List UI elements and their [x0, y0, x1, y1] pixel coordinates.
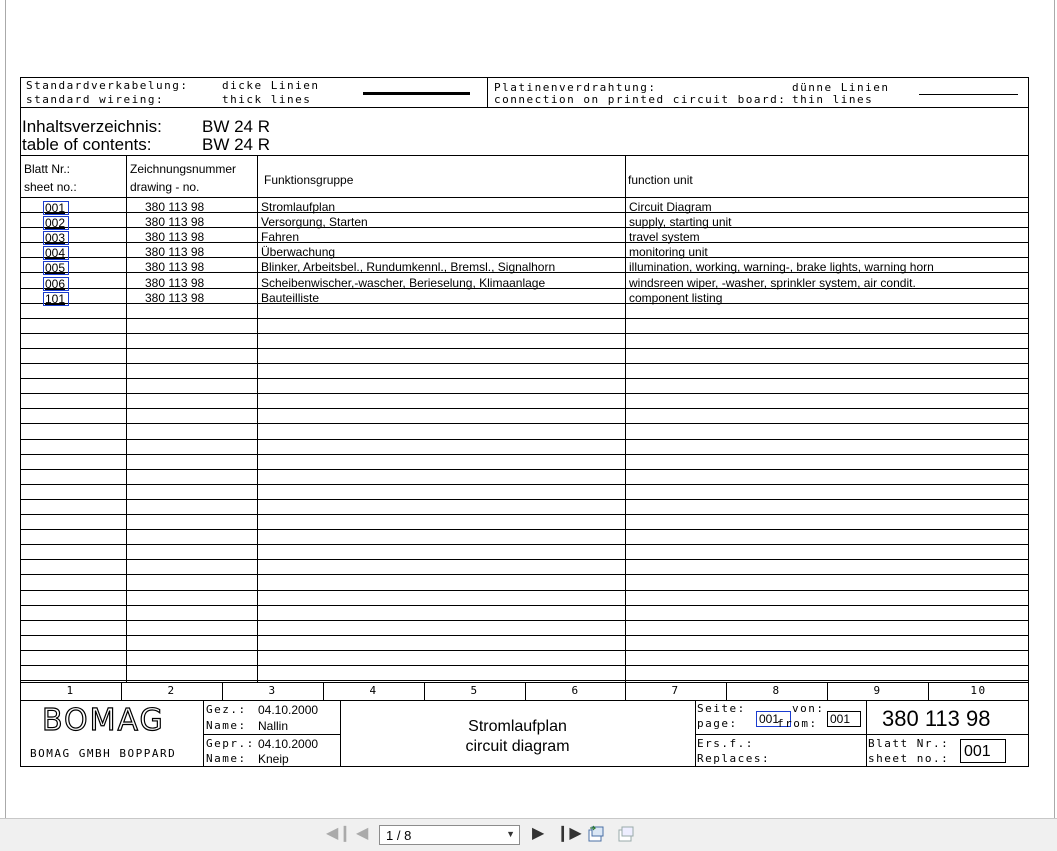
chevron-down-icon: ▼	[506, 829, 515, 839]
table-column-divider	[257, 155, 258, 682]
pdf-toolbar	[0, 818, 1057, 851]
sheet-number-cell: 005	[45, 261, 66, 275]
drawing-number-cell: 380 113 98	[145, 230, 205, 244]
table-row-line	[20, 378, 1029, 379]
table-row-line	[20, 680, 1029, 681]
legend-thick-de: dicke Linien	[222, 79, 320, 92]
ersf-label: Ers.f.:	[697, 737, 754, 750]
header-unit: function unit	[628, 173, 693, 187]
page-indicator: 1 / 8	[386, 828, 412, 843]
table-row-line	[20, 544, 1029, 545]
function-group-cell[interactable]: Überwachung	[261, 245, 336, 259]
drawing-number-cell: 380 113 98	[145, 245, 205, 259]
table-row-line	[20, 620, 1029, 621]
table-row-line	[20, 650, 1029, 651]
header-drawing-de: Zeichnungsnummer	[130, 162, 237, 176]
column-number: 9	[873, 684, 882, 697]
column-number: 3	[268, 684, 277, 697]
next-page-icon[interactable]: ▶	[532, 825, 545, 842]
function-unit-cell[interactable]: Circuit Diagram	[629, 200, 712, 214]
sheet-link[interactable]	[43, 277, 69, 291]
toc-model-1: BW 24 R	[202, 117, 271, 136]
thick-line-sample	[363, 92, 470, 95]
header-sheet-en: sheet no.:	[24, 180, 77, 194]
function-unit-cell[interactable]: component listing	[629, 291, 723, 305]
diagram-title-en: circuit diagram	[465, 738, 570, 755]
table-row-line	[20, 423, 1029, 424]
legend-standard-en: standard wireing:	[26, 93, 165, 106]
name-1: Nallin	[258, 719, 289, 733]
drawing-number-cell: 380 113 98	[145, 276, 205, 290]
column-number: 4	[369, 684, 378, 697]
function-group-cell[interactable]: Versorgung, Starten	[261, 215, 368, 229]
function-unit-cell[interactable]: supply, starting unit	[629, 215, 732, 229]
gez-date: 04.10.2000	[258, 703, 319, 717]
company-name: BOMAG GMBH BOPPARD	[30, 747, 177, 760]
table-row-line	[20, 393, 1029, 394]
document-page	[5, 0, 1055, 819]
name-label-2: Name:	[206, 752, 247, 765]
function-group-cell[interactable]: Stromlaufplan	[261, 200, 336, 214]
gepr-date: 04.10.2000	[258, 737, 319, 751]
page-number: 001	[759, 712, 780, 726]
page-selector[interactable]	[379, 825, 520, 845]
table-row-line	[20, 665, 1029, 666]
toc-title-de: Inhaltsverzeichnis:	[22, 117, 162, 136]
diagram-title-de: Stromlaufplan	[468, 718, 567, 735]
sheet-number: 001	[964, 743, 991, 760]
sheet-link[interactable]	[43, 201, 69, 215]
sheet-number-cell: 101	[45, 292, 66, 306]
sheet-link[interactable]	[43, 246, 69, 260]
function-group-cell[interactable]: Blinker, Arbeitsbel., Rundumkennl., Bremsl., Signalhorn	[261, 260, 556, 274]
header-bottom-line	[20, 197, 1029, 198]
table-row-line	[20, 469, 1029, 470]
table-row-line	[20, 484, 1029, 485]
table-row-line	[20, 439, 1029, 440]
sheet-number-cell: 006	[45, 277, 66, 291]
toc-model-2: BW 24 R	[202, 135, 271, 154]
sheet-link[interactable]	[43, 216, 69, 230]
sheet-number-cell: 003	[45, 231, 66, 245]
function-group-cell[interactable]: Scheibenwischer,-wascher, Berieselung, Klimaanlage	[261, 276, 546, 290]
table-row-line	[20, 333, 1029, 334]
seite-label: Seite:	[697, 702, 746, 715]
column-number: 1	[66, 684, 75, 697]
legend-pcb-de: Platinenverdrahtung:	[494, 81, 657, 94]
first-page-icon[interactable]: ◀❙	[326, 825, 352, 842]
table-row-line	[20, 318, 1029, 319]
von-label: von:	[792, 702, 825, 715]
column-number: 5	[470, 684, 479, 697]
drawing-number-cell: 380 113 98	[145, 291, 205, 305]
function-group-cell[interactable]: Bauteilliste	[261, 291, 320, 305]
toc-title-en: table of contents:	[22, 135, 152, 154]
last-page-icon[interactable]: ❙▶	[556, 825, 582, 842]
table-row-line	[20, 635, 1029, 636]
legend-standard-de: Standardverkabelung:	[26, 79, 189, 92]
sheet-number-cell: 001	[45, 201, 66, 215]
header-drawing-en: drawing - no.	[130, 180, 200, 194]
thin-line-sample	[919, 94, 1018, 95]
bomag-logo: BOMAG	[42, 703, 165, 738]
column-number: 7	[671, 684, 680, 697]
blatt-label: Blatt Nr.:	[868, 737, 950, 750]
legend-thick-en: thick lines	[222, 93, 312, 106]
export-icon[interactable]	[587, 825, 605, 843]
sheet-number-cell: 002	[45, 216, 66, 230]
function-unit-cell[interactable]: illumination, working, warning-, brake lights, warning horn	[629, 260, 934, 274]
gez-label: Gez.:	[206, 703, 247, 716]
drawing-number-cell: 380 113 98	[145, 260, 205, 274]
table-row-line	[20, 363, 1029, 364]
table-column-divider	[126, 155, 127, 682]
previous-page-icon[interactable]: ◀	[356, 825, 369, 842]
table-column-divider	[625, 155, 626, 682]
drawing-number-cell: 380 113 98	[145, 200, 205, 214]
page-label: page:	[697, 717, 738, 730]
table-row-line	[20, 529, 1029, 530]
drawing-number: 380 113 98	[882, 706, 991, 731]
legend-pcb-en: connection on printed circuit board:	[494, 93, 787, 106]
function-unit-cell[interactable]: travel system	[629, 230, 700, 244]
import-icon[interactable]	[617, 825, 635, 843]
column-number: 8	[772, 684, 781, 697]
table-row-line	[20, 574, 1029, 575]
from-number: 001	[830, 712, 851, 726]
function-group-cell[interactable]: Fahren	[261, 230, 300, 244]
table-row-line	[20, 514, 1029, 515]
from-label: from:	[777, 717, 818, 730]
header-sheet-de: Blatt Nr.:	[24, 162, 71, 176]
header-group: Funktionsgruppe	[264, 173, 354, 187]
function-unit-cell[interactable]: monitoring unit	[629, 245, 708, 259]
column-number: 10	[970, 684, 987, 697]
replaces-label: Replaces:	[697, 752, 771, 765]
sheet-link[interactable]	[43, 292, 69, 306]
table-row-line	[20, 348, 1029, 349]
sheet-link[interactable]	[43, 231, 69, 245]
from-number-box	[827, 711, 861, 727]
table-row-line	[20, 605, 1029, 606]
column-number: 2	[167, 684, 176, 697]
sheet-number-box	[960, 739, 1006, 763]
legend-thin-en: thin lines	[792, 93, 874, 106]
table-row-line	[20, 590, 1029, 591]
function-unit-cell[interactable]: windsreen wiper, -washer, sprinkler system, air condit.	[629, 276, 916, 290]
table-row-line	[20, 559, 1029, 560]
sheetno-label: sheet no.:	[868, 752, 950, 765]
drawing-number-cell: 380 113 98	[145, 215, 205, 229]
legend-thin-de: dünne Linien	[792, 81, 890, 94]
name-label-1: Name:	[206, 719, 247, 732]
column-number: 6	[571, 684, 580, 697]
gepr-label: Gepr.:	[206, 737, 255, 750]
table-row-line	[20, 454, 1029, 455]
table-row-line	[20, 408, 1029, 409]
name-2: Kneip	[258, 752, 289, 766]
sheet-number-cell: 004	[45, 246, 66, 260]
sheet-link[interactable]	[43, 261, 69, 275]
table-row-line	[20, 499, 1029, 500]
